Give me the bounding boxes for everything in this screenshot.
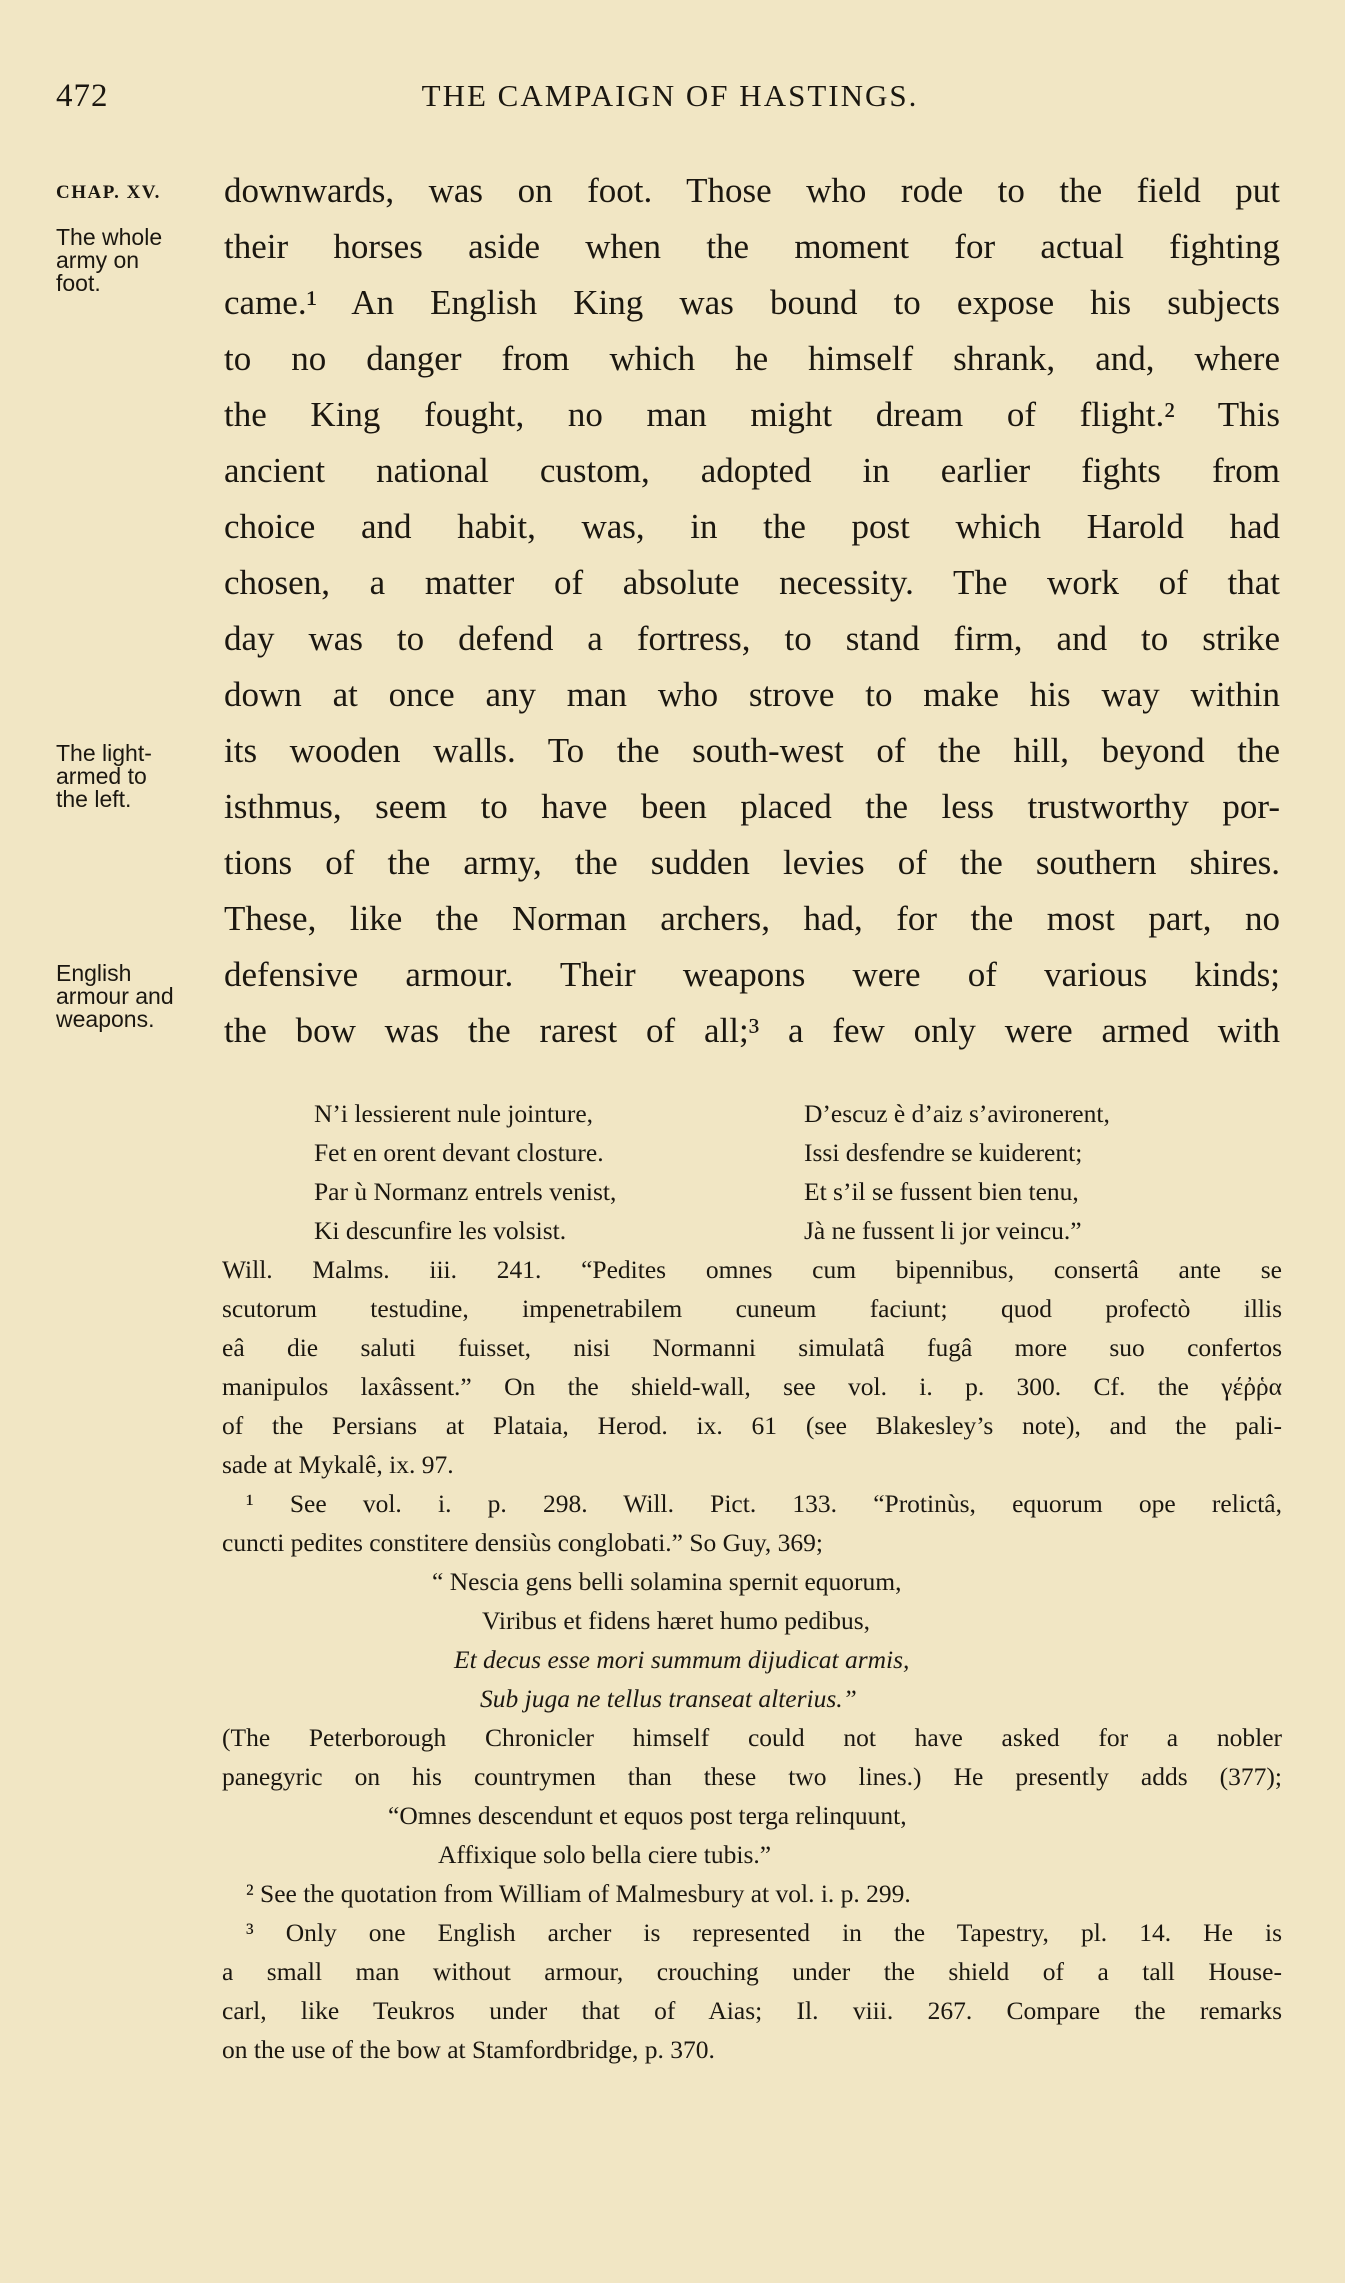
poem-line: Par ù Normanz entrels venist,: [314, 1177, 617, 1206]
footnote-line: cuncti pedites constitere densiùs conglobati.” So Guy, 369;: [222, 1528, 824, 1557]
footnote-line: panegyric on his countrymen than these two lines.) He presently adds (377);: [222, 1762, 1282, 1791]
footnote-line: a small man without armour, crouching under the shield of a tall House-: [222, 1957, 1282, 1986]
chapter-label: CHAP. XV.: [56, 182, 161, 203]
body-line: choice and habit, was, in the post which Harold had: [224, 507, 1280, 546]
footnote-line: of the Persians at Plataia, Herod. ix. 61 (see Blakesley’s note), and the pali-: [222, 1411, 1282, 1440]
poem-line: Ki descunfire les volsist.: [314, 1216, 567, 1245]
footnotes: [222, 1094, 1282, 2069]
french-poem: [314, 1094, 1282, 1250]
body-line: day was to defend a fortress, to stand firm, and to strike: [224, 619, 1280, 658]
side-note-line: English: [56, 960, 132, 986]
will-malms-note: [222, 1250, 1282, 1484]
verse-line: Affixique solo bella ciere tubis.”: [438, 1840, 772, 1869]
poem-line: Issi desfendre se kuiderent;: [804, 1138, 1083, 1167]
side-note-line: armed to: [56, 763, 147, 789]
footnote-2: [222, 1874, 1282, 1913]
poem-line: Fet en orent devant closture.: [314, 1138, 604, 1167]
side-note-line: army on: [56, 247, 140, 273]
footnote-3: [222, 1913, 1282, 2069]
verse-line: Sub juga ne tellus transeat alterius.”: [480, 1684, 857, 1713]
footnote-1: [222, 1484, 1282, 1562]
side-note-line: weapons.: [56, 1006, 155, 1032]
guy-verse: [222, 1562, 1282, 1718]
poem-line: Et s’il se fussent bien tenu,: [804, 1177, 1079, 1206]
body-line: came.¹ An English King was bound to expose his subjects: [224, 283, 1280, 322]
body-line: their horses aside when the moment for actual fighting: [224, 227, 1280, 266]
footnote-line: on the use of the bow at Stamfordbridge, p. 370.: [222, 2035, 715, 2064]
footnote-line: sade at Mykalê, ix. 97.: [222, 1450, 454, 1479]
body-line: down at once any man who strove to make his way within: [224, 675, 1280, 714]
body-line: downwards, was on foot. Those who rode to the field put: [224, 171, 1280, 210]
body-line: tions of the army, the sudden levies of the southern shires.: [224, 843, 1280, 882]
footnote-line: carl, like Teukros under that of Aias; Il. viii. 267. Compare the remarks: [222, 1996, 1282, 2025]
body-line: defensive armour. Their weapons were of various kinds;: [224, 955, 1280, 994]
body-line: isthmus, seem to have been placed the less trustworthy por-: [224, 787, 1280, 826]
body-line: its wooden walls. To the south-west of the hill, beyond the: [224, 731, 1280, 770]
poem-line: D’escuz è d’aiz s’avironerent,: [804, 1099, 1110, 1128]
side-note-light-armed: [56, 742, 152, 811]
footnote-line: (The Peterborough Chronicler himself could not have asked for a nobler: [222, 1723, 1282, 1752]
body-line: to no danger from which he himself shrank, and, where: [224, 339, 1280, 378]
body-line: These, like the Norman archers, had, for the most part, no: [224, 899, 1280, 938]
footnote-line: ² See the quotation from William of Malmesbury at vol. i. p. 299.: [246, 1879, 911, 1908]
side-note-line: foot.: [56, 270, 101, 296]
side-note-line: The light-: [56, 740, 152, 766]
footnote-line: scutorum testudine, impenetrabilem cuneum faciunt; quod profectò illis: [222, 1294, 1282, 1323]
verse-line: “Omnes descendunt et equos post terga relinquunt,: [388, 1801, 907, 1830]
footnote-line: manipulos laxâssent.” On the shield-wall, see vol. i. p. 300. Cf. the γέῤῥα: [222, 1372, 1282, 1401]
body-line: the King fought, no man might dream of flight.² This: [224, 395, 1280, 434]
poem-left-column: [314, 1094, 616, 1250]
verse-line: Et decus esse mori summum dijudicat armis,: [454, 1645, 910, 1674]
omnes-verse: [222, 1796, 1282, 1874]
side-note-line: the left.: [56, 786, 132, 812]
peterborough-note: [222, 1718, 1282, 1796]
verse-line: Viribus et fidens hæret humo pedibus,: [482, 1606, 871, 1635]
body-line: ancient national custom, adopted in earlier fights from: [224, 451, 1280, 490]
poem-right-column: [804, 1094, 1110, 1250]
poem-line: Jà ne fussent li jor veincu.”: [804, 1216, 1082, 1245]
footnote-line: ³ Only one English archer is represented in the Tapestry, pl. 14. He is: [246, 1918, 1282, 1947]
footnote-line: Will. Malms. iii. 241. “Pedites omnes cum bipennibus, consertâ ante se: [222, 1255, 1282, 1284]
body-text: [224, 163, 1280, 1059]
side-note-whole-army: [56, 226, 162, 295]
body-line: chosen, a matter of absolute necessity. The work of that: [224, 563, 1280, 602]
poem-line: N’i lessierent nule jointure,: [314, 1099, 594, 1128]
side-note-english-armour: [56, 962, 174, 1031]
footnote-line: eâ die saluti fuisset, nisi Normanni simulatâ fugâ more suo confertos: [222, 1333, 1282, 1362]
side-note-line: armour and: [56, 983, 174, 1009]
footnote-line: ¹ See vol. i. p. 298. Will. Pict. 133. “Protinùs, equorum ope relictâ,: [246, 1489, 1282, 1518]
body-line: the bow was the rarest of all;³ a few only were armed with: [224, 1011, 1280, 1050]
side-note-line: The whole: [56, 224, 163, 250]
page-number: 472: [56, 78, 109, 114]
verse-line: “ Nescia gens belli solamina spernit equorum,: [432, 1567, 902, 1596]
running-head: THE CAMPAIGN OF HASTINGS.: [421, 78, 919, 113]
page-header: [56, 78, 1284, 128]
